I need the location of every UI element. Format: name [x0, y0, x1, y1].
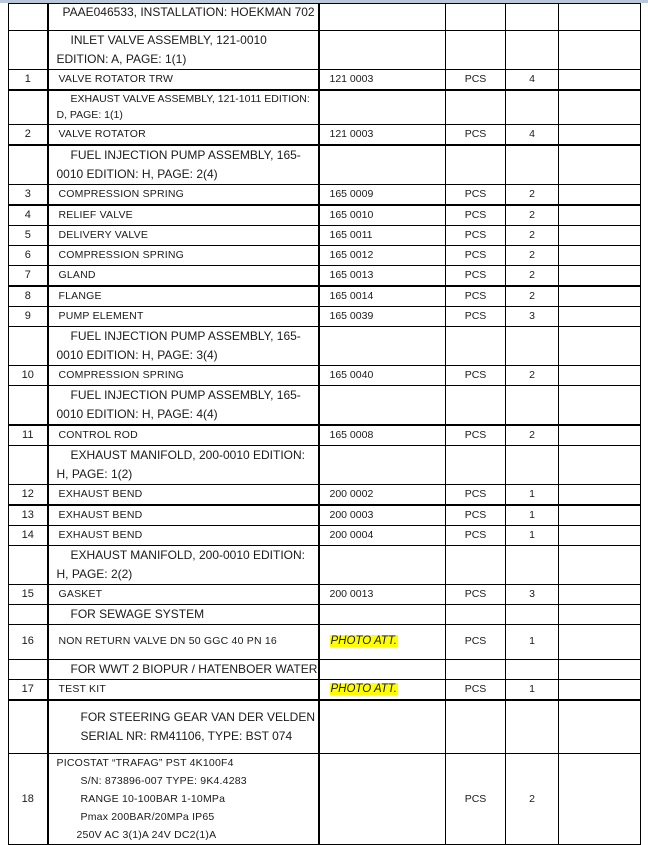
section-heading: FUEL INJECTION PUMP ASSEMBLY, 165- 0010 EDITION: H, PAGE: 4(4) [48, 385, 319, 425]
section-heading: PAAE046533, INSTALLATION: HOEKMAN 702 [48, 4, 319, 31]
section-heading: EXHAUST MANIFOLD, 200-0010 EDITION: H, PAGE: 2(2) [48, 545, 319, 584]
section-heading: FOR SEWAGE SYSTEM [48, 604, 319, 624]
table-row: 12 EXHAUST BEND 200 0002 PCS 1 [9, 484, 641, 505]
table-row: 7 GLAND 165 0013 PCS 2 [9, 265, 641, 286]
section-heading: FUEL INJECTION PUMP ASSEMBLY, 165- 0010 EDITION: H, PAGE: 3(4) [48, 326, 319, 365]
section-heading: FOR STEERING GEAR VAN DER VELDEN SERIAL NR: RM41106, TYPE: BST 074 [48, 700, 319, 754]
table-row: 9 PUMP ELEMENT 165 0039 PCS 3 [9, 306, 641, 326]
photo-attached-highlight: PHOTO ATT. [330, 635, 397, 647]
table-row: 13 EXHAUST BEND 200 0003 PCS 1 [9, 505, 641, 526]
heading-row [9, 700, 641, 754]
table-row: 14 EXHAUST BEND 200 0004 PCS 1 [9, 525, 641, 545]
table-row: 3 COMPRESSION SPRING 165 0009 PCS 2 [9, 184, 641, 205]
photo-attached-highlight: PHOTO ATT. [330, 682, 397, 695]
table-row: 16 NON RETURN VALVE DN 50 GGC 40 PN 16 PHOTO ATT. PCS 1 [9, 624, 641, 659]
section-heading: EXHAUST VALVE ASSEMBLY, 121-1011 EDITION: D, PAGE: 1(1) [48, 90, 319, 124]
parts-table [8, 3, 641, 845]
table-row: 6 COMPRESSION SPRING 165 0012 PCS 2 [9, 245, 641, 265]
heading-row [9, 659, 641, 679]
heading-row [9, 326, 641, 365]
table-row: 8 FLANGE 165 0014 PCS 2 [9, 286, 641, 307]
heading-row [9, 545, 641, 584]
section-heading: FOR WWT 2 BIOPUR / HATENBOER WATER [48, 659, 319, 679]
section-heading: EXHAUST MANIFOLD, 200-0010 EDITION: H, PAGE: 1(2) [48, 445, 319, 484]
heading-row [9, 90, 641, 124]
heading-row [9, 604, 641, 624]
heading-row [9, 4, 641, 31]
table-row: 4 RELIEF VALVE 165 0010 PCS 2 [9, 205, 641, 226]
heading-row [9, 385, 641, 425]
table-row: 2 VALVE ROTATOR 121 0003 PCS 4 [9, 124, 641, 145]
table-row: 5 DELIVERY VALVE 165 0011 PCS 2 [9, 225, 641, 245]
table-row: 18 PICOSTAT “TRAFAG” PST 4K100F4 S/N: 873896-007 TYPE: 9K4.4283 RANGE 10-100BAR 1-10MPa Pmax 200BAR/20MPa IP65 250V AC 3(1)A 24V DC2(1)A PCS 2 [9, 754, 641, 845]
table-row: 11 CONTROL ROD 165 0008 PCS 2 [9, 425, 641, 446]
table-row: 10 COMPRESSION SPRING 165 0040 PCS 2 [9, 365, 641, 385]
heading-row [9, 31, 641, 70]
table-row: 1 VALVE ROTATOR TRW 121 0003 PCS 4 [9, 70, 641, 91]
table-row: 15 GASKET 200 0013 PCS 3 [9, 584, 641, 604]
section-heading: INLET VALVE ASSEMBLY, 121-0010 EDITION: A, PAGE: 1(1) [48, 31, 319, 70]
table-row: 17 TEST KIT PHOTO ATT. PCS 1 [9, 679, 641, 700]
heading-row [9, 445, 641, 484]
section-heading: FUEL INJECTION PUMP ASSEMBLY, 165- 0010 EDITION: H, PAGE: 2(4) [48, 145, 319, 185]
heading-row [9, 145, 641, 185]
